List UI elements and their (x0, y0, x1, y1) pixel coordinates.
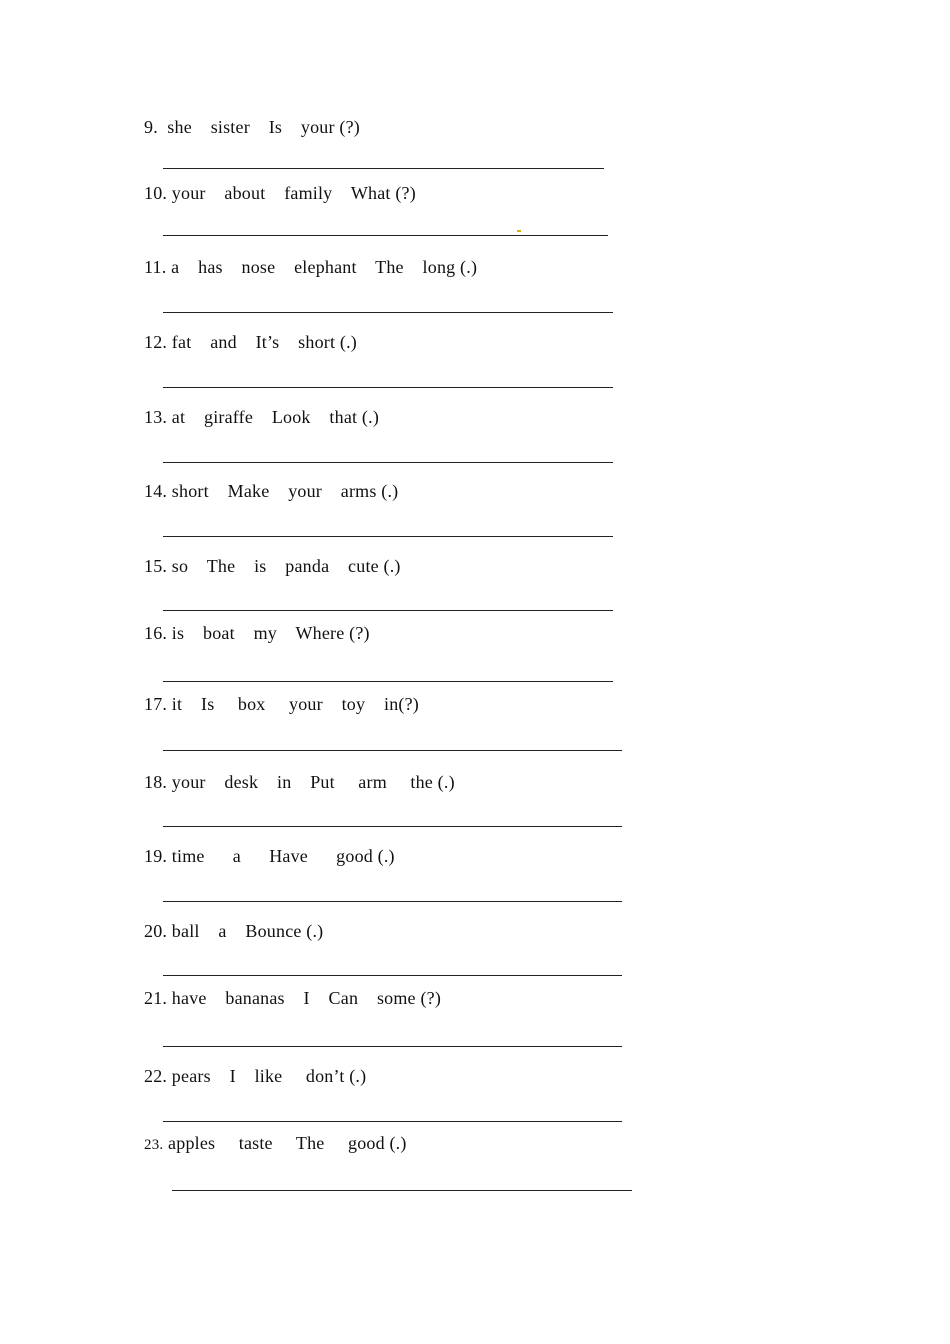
question-number: 10. (144, 183, 168, 203)
answer-line-20[interactable] (163, 975, 622, 976)
question-19 (144, 845, 395, 867)
answer-line-16[interactable] (163, 681, 613, 682)
scrambled-words: a has nose elephant The long (.) (166, 257, 478, 277)
question-16 (144, 622, 370, 644)
question-number: 16. (144, 623, 168, 643)
scrambled-words: so The is panda cute (.) (167, 556, 401, 576)
question-number: 11. (144, 257, 167, 277)
answer-line-10[interactable] (163, 235, 608, 236)
question-number: 15. (144, 556, 168, 576)
answer-line-17[interactable] (163, 750, 622, 751)
question-number: 14. (144, 481, 168, 501)
answer-line-22[interactable] (163, 1121, 622, 1122)
edit-mark (517, 230, 521, 232)
scrambled-words: your desk in Put arm the (.) (167, 772, 455, 792)
scrambled-words: it Is box your toy in(?) (167, 694, 419, 714)
answer-line-23[interactable] (172, 1190, 632, 1191)
question-number: 17. (144, 694, 168, 714)
answer-line-14[interactable] (163, 536, 613, 537)
scrambled-words: pears I like don’t (.) (167, 1066, 367, 1086)
question-number: 18. (144, 772, 168, 792)
scrambled-words: time a Have good (.) (167, 846, 395, 866)
scrambled-words: have bananas I Can some (?) (167, 988, 442, 1008)
scrambled-words: at giraffe Look that (.) (167, 407, 380, 427)
question-number: 21. (144, 988, 168, 1008)
answer-line-11[interactable] (163, 312, 613, 313)
question-18 (144, 771, 455, 793)
question-number: 13. (144, 407, 168, 427)
question-10 (144, 182, 416, 204)
scrambled-words: is boat my Where (?) (167, 623, 370, 643)
scrambled-words: fat and It’s short (.) (167, 332, 357, 352)
question-number: 20. (144, 921, 168, 941)
answer-line-9[interactable] (163, 168, 604, 169)
question-15 (144, 555, 401, 577)
question-13 (144, 406, 379, 428)
question-22 (144, 1065, 366, 1087)
answer-line-18[interactable] (163, 826, 622, 827)
question-9 (144, 116, 360, 138)
question-number: 12. (144, 332, 168, 352)
question-23 (144, 1132, 407, 1156)
question-number: 23. (144, 1137, 164, 1153)
answer-line-21[interactable] (163, 1046, 622, 1047)
question-20 (144, 920, 323, 942)
question-11 (144, 256, 477, 278)
scrambled-words: she sister Is your (?) (157, 117, 360, 137)
answer-line-19[interactable] (163, 901, 622, 902)
question-number: 22. (144, 1066, 168, 1086)
question-17 (144, 693, 419, 715)
question-12 (144, 331, 357, 353)
answer-line-12[interactable] (163, 387, 613, 388)
scrambled-words: short Make your arms (.) (167, 481, 399, 501)
answer-line-13[interactable] (163, 462, 613, 463)
scrambled-words: your about family What (?) (167, 183, 416, 203)
scrambled-words: ball a Bounce (.) (167, 921, 324, 941)
question-14 (144, 480, 398, 502)
answer-line-15[interactable] (163, 610, 613, 611)
scrambled-words: apples taste The good (.) (163, 1133, 407, 1153)
question-21 (144, 987, 441, 1009)
question-number: 19. (144, 846, 168, 866)
question-number: 9. (144, 117, 158, 137)
